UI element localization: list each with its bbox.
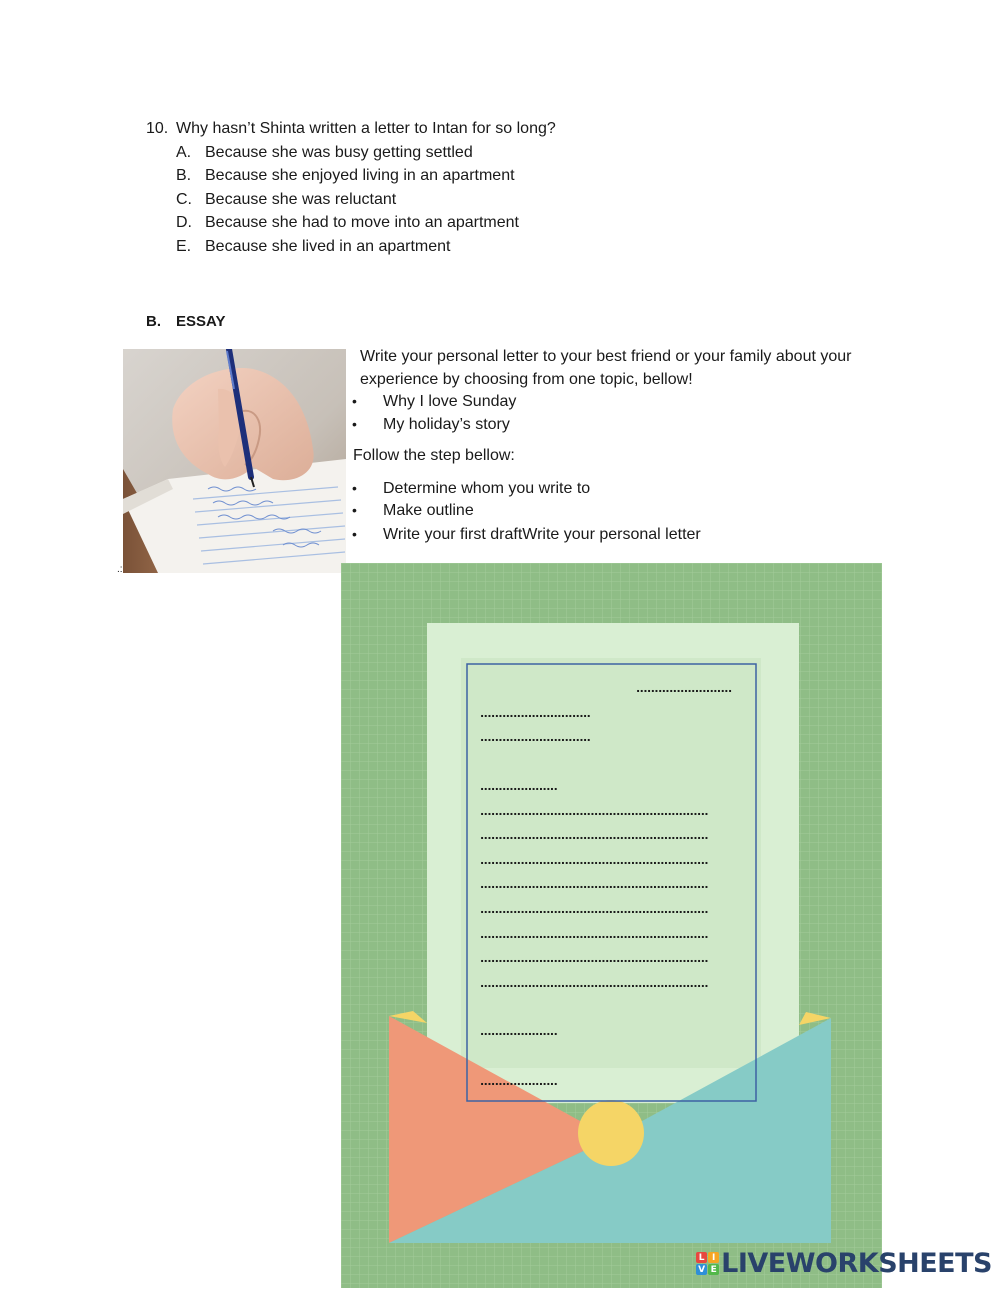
closing-line: ..................... [480,1026,558,1038]
option-letter: B. [176,167,192,184]
option-letter: A. [176,144,192,161]
date-line: .......................... [636,683,732,695]
body-line: .............................................................. [480,879,709,891]
bullet-icon: • [352,416,357,432]
section-title: ESSAY [176,313,226,330]
stray-mark: .: [117,564,123,575]
body-line: .............................................................. [480,978,709,990]
essay-instruction: Write your personal letter to your best friend or your family about your experience by choosing from one topic, bellow! [360,348,852,388]
logo-tile: I [708,1252,719,1263]
option-text: Because she had to move into an apartment [205,214,519,231]
logo-tile: V [696,1264,707,1275]
logo-tile: L [696,1252,707,1263]
option-letter: E. [176,238,192,255]
question-number: 10. [146,120,169,137]
option-text: Because she enjoyed living in an apartment [205,167,515,184]
bullet-icon: • [352,526,357,542]
address-line: .............................. [480,732,591,744]
body-line: .............................................................. [480,929,709,941]
body-line: .............................................................. [480,806,709,818]
signature-line: ..................... [480,1076,558,1088]
topic-item: My holiday’s story [383,416,510,433]
logo-tiles-icon [696,1252,719,1275]
body-line: .............................................................. [480,904,709,916]
bullet-icon: • [352,502,357,518]
logo-tile: E [708,1264,719,1275]
option-letter: D. [176,214,192,231]
step-item: Determine whom you write to [383,480,591,497]
option-text: Because she was busy getting settled [205,144,473,161]
letter-template-card [341,563,882,1288]
body-line: .............................................................. [480,830,709,842]
step-item: Write your first draftWrite your personal letter [383,526,701,543]
option-letter: C. [176,191,192,208]
body-line: .............................................................. [480,855,709,867]
topic-item: Why I love Sunday [383,393,517,410]
option-text: Because she was reluctant [205,191,397,208]
bullet-icon: • [352,480,357,496]
salutation-line: ..................... [480,781,558,793]
option-text: Because she lived in an apartment [205,238,451,255]
question-text: Why hasn’t Shinta written a letter to Intan for so long? [176,120,556,137]
logo-wordmark: LIVEWORKSHEETS [721,1248,992,1279]
section-label: B. [146,313,161,330]
liveworksheets-logo [696,1248,992,1279]
follow-label: Follow the step bellow: [353,447,515,464]
bullet-icon: • [352,393,357,409]
writing-hand-photo [123,349,346,573]
envelope-seal [578,1100,644,1166]
address-line: .............................. [480,708,591,720]
body-line: .............................................................. [480,953,709,965]
step-item: Make outline [383,502,474,519]
